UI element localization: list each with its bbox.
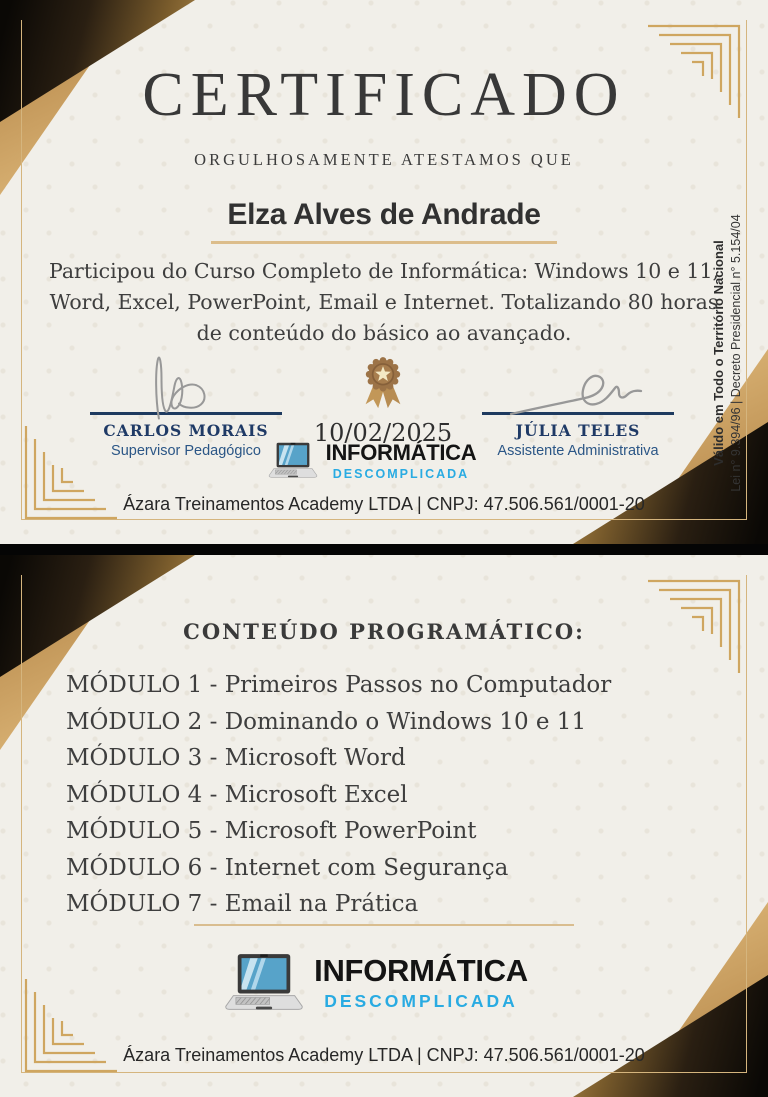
name-underline xyxy=(211,241,557,244)
signature-icon xyxy=(111,352,261,422)
module-item: MÓDULO 7 - Email na Prática xyxy=(66,891,419,917)
logo-title: INFORMÁTICA xyxy=(325,440,477,465)
logo-title: INFORMÁTICA xyxy=(314,953,528,988)
laptop-icon xyxy=(268,442,318,479)
validity-line-2: Lei n° 9.394/96 | Decreto Presidencial n° 5.154/04 xyxy=(728,214,743,492)
certificate-description: Participou do Curso Completo de Informática: Windows 10 e 11, Word, Excel, PowerPoint, Email e Internet. Totalizando 80 horas de conteúdo do básico ao avançado. xyxy=(48,259,720,346)
signature-icon xyxy=(493,352,663,422)
informatica-logo xyxy=(0,953,760,1012)
module-item: MÓDULO 2 - Dominando o Windows 10 e 11 xyxy=(66,708,587,735)
module-item: MÓDULO 4 - Microsoft Excel xyxy=(66,781,408,808)
module-item: MÓDULO 3 - Microsoft Word xyxy=(66,745,406,771)
company-footer: Ázara Treinamentos Academy LTDA | CNPJ: 47.506.561/0001-20 xyxy=(123,494,645,514)
award-medal-icon xyxy=(359,354,407,412)
laptop-icon xyxy=(224,953,304,1012)
certificate-panel xyxy=(0,0,768,544)
signer-name: JÚLIA TELES xyxy=(515,420,641,440)
validity-vertical-text xyxy=(711,181,745,525)
signer-name: CARLOS MORAIS xyxy=(103,420,269,440)
module-list xyxy=(66,667,726,923)
logo-text xyxy=(314,953,528,1012)
logo-subtitle: DESCOMPLICADA xyxy=(332,467,470,481)
module-item: MÓDULO 1 - Primeiros Passos no Computador xyxy=(66,672,612,698)
module-item: MÓDULO 5 - Microsoft PowerPoint xyxy=(66,818,477,844)
company-footer: Ázara Treinamentos Academy LTDA | CNPJ: 47.506.561/0001-20 xyxy=(123,1045,645,1065)
informatica-logo xyxy=(0,440,756,481)
certificate-subtitle: ORGULHOSAMENTE ATESTAMOS QUE xyxy=(194,150,574,169)
certificate-title: CERTIFICADO xyxy=(142,61,626,129)
panel-divider xyxy=(0,544,768,555)
recipient-name: Elza Alves de Andrade xyxy=(227,198,541,231)
program-heading: CONTEÚDO PROGRAMÁTICO: xyxy=(183,619,585,644)
validity-line-1: Válido em Todo o Território Nacional xyxy=(711,240,726,466)
gold-divider-line xyxy=(194,924,574,926)
signer-role: Supervisor Pedagógico xyxy=(111,442,261,459)
logo-text xyxy=(326,440,477,481)
logo-subtitle: DESCOMPLICADA xyxy=(324,991,518,1011)
certificate-date: 10/02/2025 xyxy=(313,419,453,447)
program-panel xyxy=(0,555,768,1097)
module-item: MÓDULO 6 - Internet com Segurança xyxy=(66,854,509,881)
signer-role: Assistente Administrativa xyxy=(497,442,659,459)
